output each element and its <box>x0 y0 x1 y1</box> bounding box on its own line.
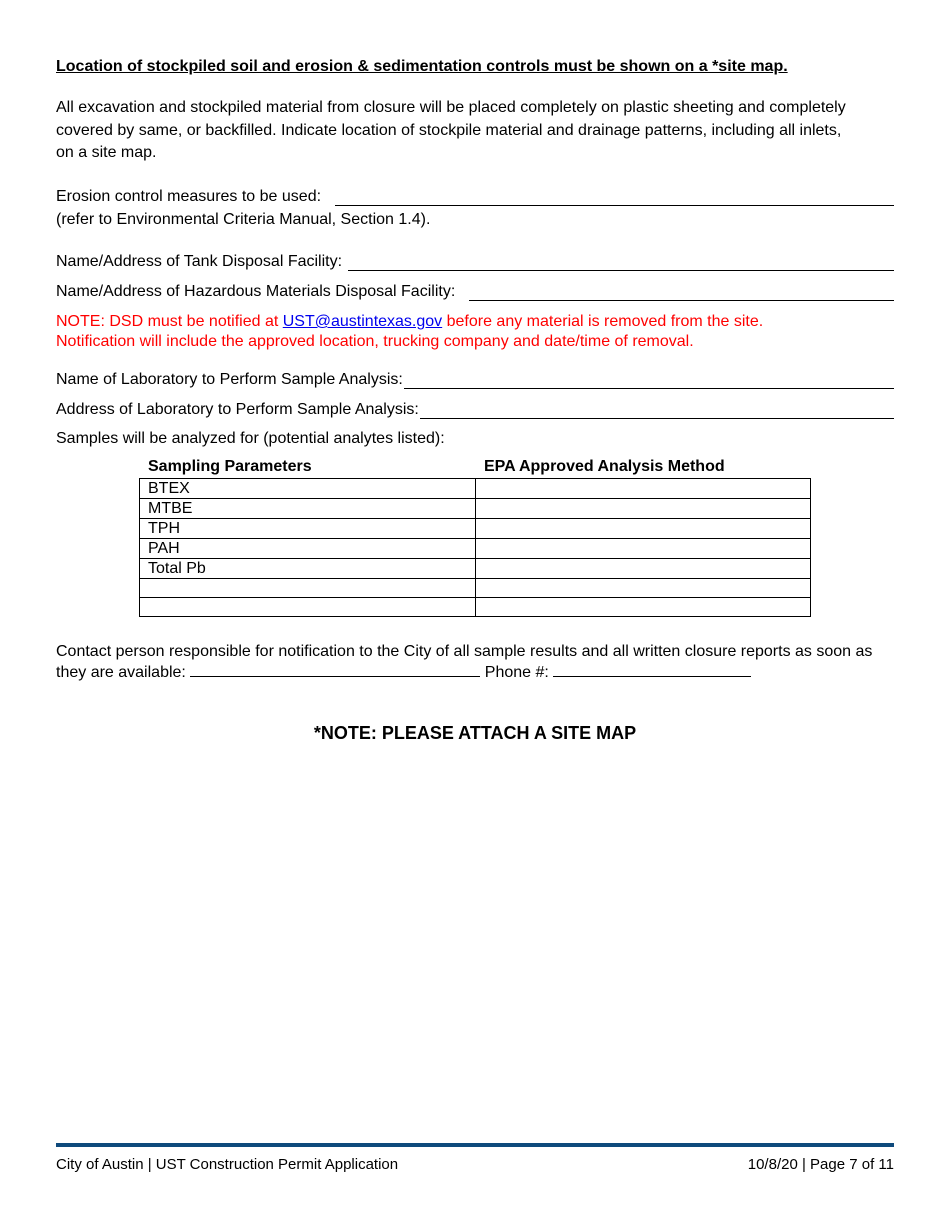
tank-disposal-field <box>56 253 894 271</box>
hazmat-disposal-label: Name/Address of Hazardous Materials Disposal Facility: <box>56 283 456 300</box>
sampling-table-body <box>139 478 811 617</box>
contact-person-input[interactable] <box>190 662 480 677</box>
phone-label: Phone #: <box>484 664 549 681</box>
erosion-control-field <box>56 188 894 206</box>
intro-paragraph: All excavation and stockpiled material from closure will be placed completely on plastic sheeting and completely covered by same, or backfilled. Indicate location of stockpile material and drainage patterns, including all inlets, on a site map. <box>56 99 846 161</box>
header-epa-method: EPA Approved Analysis Method <box>484 458 725 475</box>
note-suffix: before any material is removed from the site. <box>442 313 764 330</box>
parameter-cell: Total Pb <box>140 559 476 579</box>
lab-name-field <box>56 371 894 389</box>
parameter-cell: BTEX <box>140 479 476 499</box>
erosion-control-input[interactable] <box>335 190 894 206</box>
table-row <box>140 539 811 559</box>
table-row <box>140 579 811 598</box>
method-cell[interactable] <box>475 499 811 519</box>
header-sampling-parameters: Sampling Parameters <box>148 458 312 475</box>
footer-rule <box>56 1143 894 1147</box>
sampling-table <box>139 458 811 617</box>
lab-address-input[interactable] <box>420 403 894 419</box>
site-map-note: *NOTE: PLEASE ATTACH A SITE MAP <box>313 723 637 743</box>
erosion-control-reference: (refer to Environmental Criteria Manual, Section 1.4). <box>56 211 431 228</box>
footer-page-info: 10/8/20 | Page 7 of 11 <box>747 1156 894 1173</box>
phone-input[interactable] <box>553 662 751 677</box>
footer-title: City of Austin | UST Construction Permit Application <box>56 1156 399 1173</box>
sampling-table-header <box>139 458 811 478</box>
parameter-cell: MTBE <box>140 499 476 519</box>
table-row <box>140 479 811 499</box>
tank-disposal-label: Name/Address of Tank Disposal Facility: <box>56 253 343 270</box>
erosion-control-label: Erosion control measures to be used: <box>56 188 322 205</box>
ust-email-link[interactable]: UST@austintexas.gov <box>282 313 443 330</box>
lab-name-label: Name of Laboratory to Perform Sample Analysis: <box>56 371 403 388</box>
lab-name-input[interactable] <box>404 373 894 389</box>
method-cell[interactable] <box>475 598 811 617</box>
table-row <box>140 519 811 539</box>
contact-paragraph <box>56 642 886 683</box>
contact-text: Contact person responsible for notification to the City of all sample results and all written closure reports as soon as they are available: <box>56 643 873 681</box>
method-cell[interactable] <box>475 539 811 559</box>
table-row <box>140 559 811 579</box>
dsd-notification-note <box>56 312 763 352</box>
samples-label: Samples will be analyzed for (potential analytes listed): <box>56 430 445 447</box>
hazmat-disposal-field <box>56 283 894 301</box>
method-cell[interactable] <box>475 559 811 579</box>
tank-disposal-input[interactable] <box>348 255 894 271</box>
table-row <box>140 499 811 519</box>
lab-address-field <box>56 401 894 419</box>
note-line-2: Notification will include the approved location, trucking company and date/time of removal. <box>56 333 694 350</box>
method-cell[interactable] <box>475 579 811 598</box>
table-row <box>140 598 811 617</box>
method-cell[interactable] <box>475 479 811 499</box>
hazmat-disposal-input[interactable] <box>469 285 894 301</box>
parameter-cell[interactable] <box>140 579 476 598</box>
method-cell[interactable] <box>475 519 811 539</box>
lab-address-label: Address of Laboratory to Perform Sample Analysis: <box>56 401 419 418</box>
parameter-cell[interactable] <box>140 598 476 617</box>
parameter-cell: PAH <box>140 539 476 559</box>
parameter-cell: TPH <box>140 519 476 539</box>
section-heading: Location of stockpiled soil and erosion & sedimentation controls must be shown on a *site map. <box>56 58 788 75</box>
note-prefix: NOTE: DSD must be notified at <box>56 313 283 330</box>
